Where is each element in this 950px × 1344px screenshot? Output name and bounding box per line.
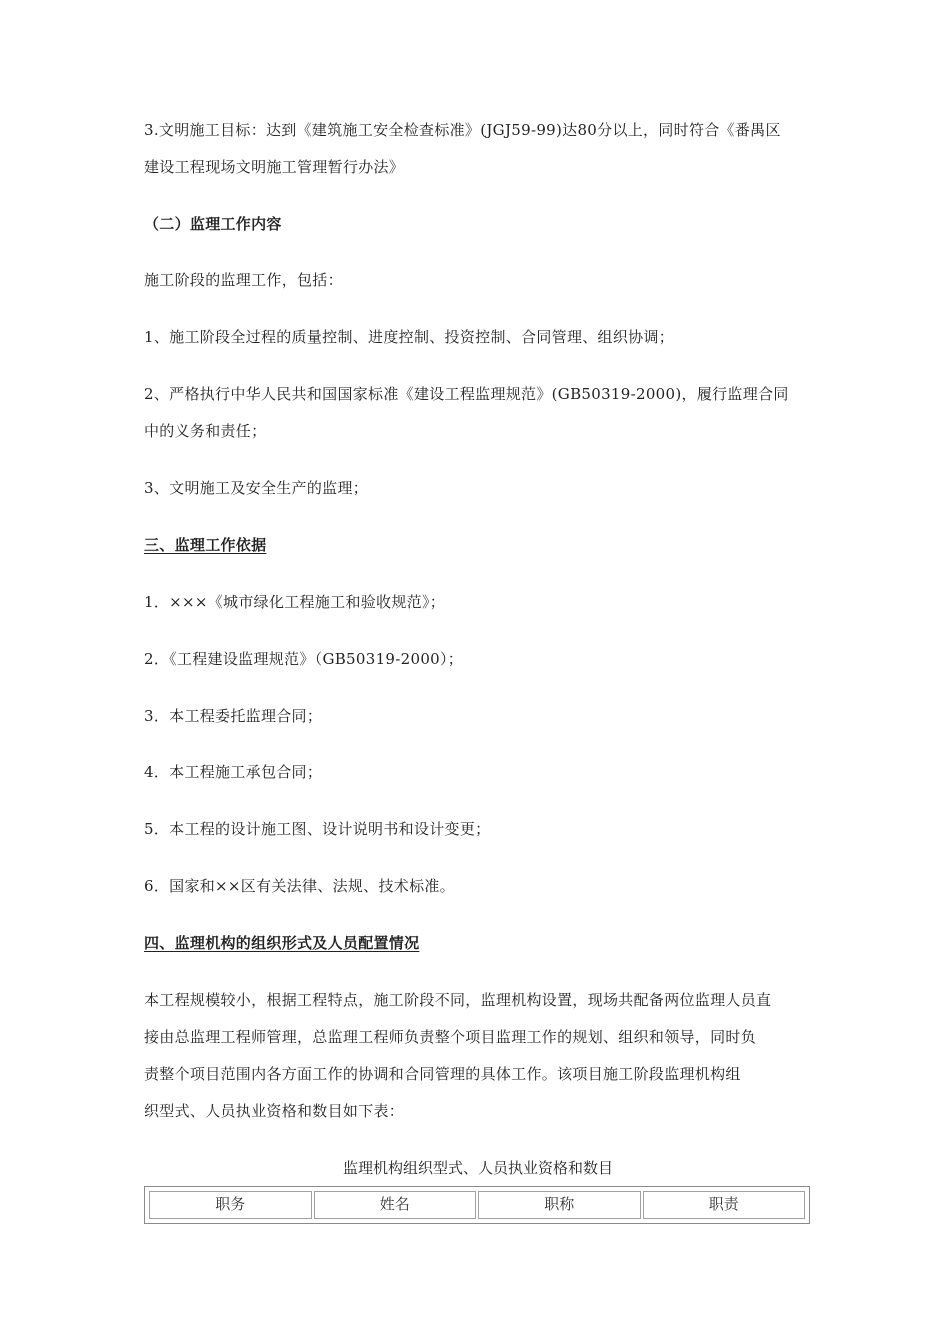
basis-item-4: 4．本工程施工承包合同； [144, 763, 323, 781]
basis-item-3: 3．本工程委托监理合同； [144, 707, 323, 725]
org-paragraph-line-2: 接由总监理工程师管理，总监理工程师负责整个项目监理工作的规划、组织和领导，同时负 [144, 1028, 757, 1046]
table-header-title: 职称 [478, 1191, 641, 1219]
basis-item-6: 6．国家和××区有关法律、法规、技术标准。 [144, 877, 455, 895]
table-header-position: 职务 [149, 1191, 312, 1219]
basis-item-5: 5．本工程的设计施工图、设计说明书和设计变更； [144, 820, 491, 838]
work-content-item-3: 3、文明施工及安全生产的监理； [144, 479, 369, 497]
table-caption: 监理机构组织型式、人员执业资格和数目 [342, 1159, 613, 1177]
personnel-table [144, 1186, 810, 1224]
civilized-target-line-1: 3.文明施工目标：达到《建筑施工安全检查标准》(JGJ59-99)达80分以上，同时符合《番禺区 [144, 121, 781, 139]
table-header-duty: 职责 [643, 1191, 806, 1219]
org-paragraph-line-3: 责整个项目范围内各方面工作的协调和合同管理的具体工作。该项目施工阶段监理机构组 [144, 1065, 741, 1083]
table-header-name: 姓名 [314, 1191, 477, 1219]
org-heading: 四、监理机构的组织形式及人员配置情况 [144, 934, 420, 952]
work-content-intro: 施工阶段的监理工作，包括： [144, 271, 343, 289]
basis-item-1: 1．×××《城市绿化工程施工和验收规范》； [144, 593, 446, 611]
work-content-item-2-line-1: 2、严格执行中华人民共和国国家标准《建设工程监理规范》(GB50319-2000)，履行监理合同 [144, 385, 789, 403]
civilized-target-line-2: 建设工程现场文明施工管理暂行办法》 [144, 158, 405, 176]
work-content-item-2-line-2: 中的义务和责任； [144, 422, 267, 440]
org-paragraph-line-4: 织型式、人员执业资格和数目如下表： [144, 1102, 405, 1120]
work-content-item-1: 1、施工阶段全过程的质量控制、进度控制、投资控制、合同管理、组织协调； [144, 328, 675, 346]
basis-heading: 三、监理工作依据 [144, 536, 267, 554]
table-header-row [149, 1191, 805, 1219]
work-content-heading: （二）监理工作内容 [144, 215, 282, 233]
org-paragraph-line-1: 本工程规模较小，根据工程特点，施工阶段不同，监理机构设置，现场共配备两位监理人员直 [144, 991, 772, 1009]
basis-item-2: 2．《工程建设监理规范》（GB50319-2000）； [144, 650, 464, 668]
